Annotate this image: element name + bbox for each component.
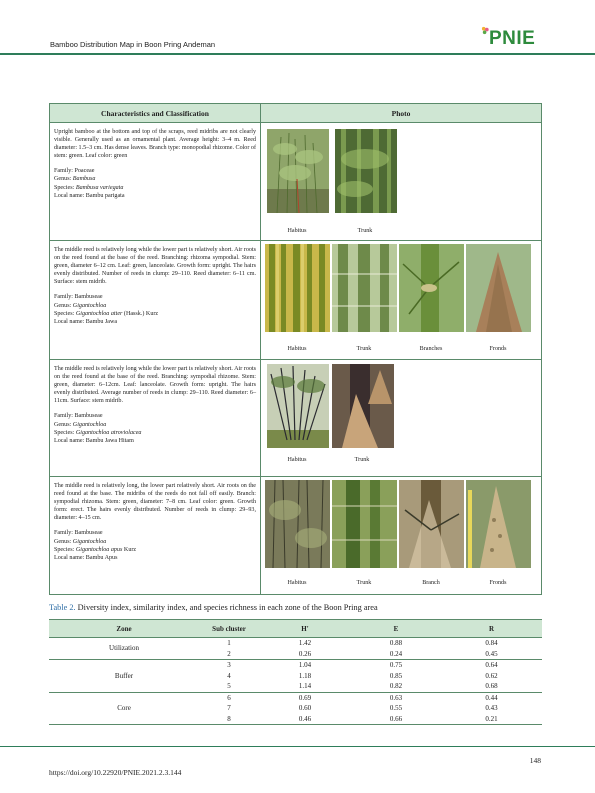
local-name-line: Local name: Bambu Jawa — [54, 318, 118, 325]
h-cell: 0.60 — [298, 704, 312, 712]
r-cell: 0.62 — [485, 671, 498, 680]
species-row — [50, 360, 542, 477]
local-name-line: Local name: Bambu Jawa Hitam — [54, 437, 134, 444]
genus-line: Genus: Bambusa — [54, 176, 96, 183]
h-cell: 1.42 — [298, 639, 312, 647]
trunk-photo — [332, 364, 394, 448]
e-cell: 0.75 — [389, 661, 403, 669]
e-cell: 0.55 — [389, 704, 403, 712]
photo-caption: Habitus — [287, 346, 307, 352]
genus-line: Genus: Gigantochloa — [54, 421, 107, 428]
table-row — [49, 660, 542, 671]
photo-caption: Habitus — [287, 228, 307, 234]
h-cell: 0.26 — [259, 649, 351, 660]
family-line: Family: Bambuseae — [54, 413, 103, 420]
branch-photo — [399, 480, 464, 568]
photo-cell — [261, 477, 542, 595]
e-cell: 0.82 — [351, 681, 441, 692]
photo-cell — [261, 360, 542, 477]
species-table — [49, 103, 542, 595]
header-rule — [0, 53, 595, 55]
table-2-caption — [49, 603, 378, 612]
photo-caption: Fronds — [489, 346, 507, 352]
family-line: Family: Bambuseae — [54, 530, 103, 537]
table-row — [49, 638, 542, 649]
fronds-photo — [466, 244, 531, 332]
fronds-photo — [466, 480, 531, 568]
e-cell: 0.85 — [389, 671, 403, 680]
genus-line: Genus: Gigantochloa — [54, 302, 107, 309]
h-cell: 0.69 — [298, 693, 312, 702]
logo-text: PNIE — [489, 28, 536, 49]
table-label: Table 2. — [49, 603, 76, 612]
habitus-photo — [267, 129, 329, 213]
trunk-photo — [332, 480, 397, 568]
footer-rule — [0, 746, 595, 747]
species-line: Species: Gigantochloa atroviolacea — [54, 429, 142, 436]
habitus-photo — [265, 480, 330, 568]
sub-cluster-cell: 4 — [227, 671, 231, 680]
h-cell: 0.46 — [259, 714, 351, 725]
table-caption-text: Diversity index, similarity index, and species richness in each zone of the Boon Pring area — [75, 603, 378, 612]
taxonomy-block — [54, 293, 256, 325]
column-header: H' — [259, 620, 351, 638]
species-description-cell — [50, 123, 261, 241]
e-cell: 0.88 — [389, 639, 403, 647]
photo-cell — [261, 123, 542, 241]
running-title: Bamboo Distribution Map in Boon Pring Andeman — [50, 40, 216, 49]
diversity-table — [49, 619, 542, 725]
h-cell: 1.14 — [259, 681, 351, 692]
e-cell: 0.66 — [351, 714, 441, 725]
page-number: 148 — [529, 756, 541, 765]
photo-caption: Habitus — [287, 457, 307, 463]
species-description: The middle reed is relatively long, the lower part relatively short. Air roots on the reed found at the base. The midribs of the reeds do not fall off easily. Branch: sympodial rhizoma. Stem: green, diameter: 7–8 cm. Leaf color: green. Growth form: erect. The hairs evenly distributed. Number of reeds in clump: 29–93, diameter: 4–15 cm. — [54, 483, 256, 522]
habitus-photo — [265, 244, 330, 332]
r-cell: 0.44 — [485, 693, 498, 702]
species-row — [50, 477, 542, 595]
r-cell: 0.64 — [485, 661, 498, 669]
trunk-photo — [332, 244, 397, 332]
column-header: R — [441, 620, 542, 638]
photo-caption: Branches — [419, 346, 443, 352]
sub-cluster-cell: 8 — [199, 714, 259, 725]
header-photo: Photo — [261, 104, 542, 123]
column-header: Zone — [49, 620, 199, 638]
photo-caption: Habitus — [287, 580, 307, 586]
local-name-line: Local name: Bambu parigata — [54, 192, 125, 199]
sub-cluster-cell: 6 — [227, 693, 231, 702]
r-cell: 0.21 — [441, 714, 542, 725]
photo-caption: Branch — [422, 580, 440, 586]
taxonomy-block — [54, 529, 256, 561]
zone-cell: Core — [49, 692, 199, 725]
h-cell: 1.18 — [298, 671, 312, 680]
species-row — [50, 241, 542, 360]
local-name-line: Local name: Bambu Apus — [54, 554, 118, 561]
taxonomy-block — [54, 167, 256, 199]
genus-line: Genus: Gigantochloa — [54, 538, 107, 545]
header-characteristics: Characteristics and Classification — [50, 104, 261, 123]
photo-caption: Fronds — [489, 580, 507, 586]
sub-cluster-cell: 7 — [227, 704, 231, 712]
species-description-cell — [50, 241, 261, 360]
family-line: Family: Poaceae — [54, 168, 95, 175]
species-description: The middle reed is relatively long while the lower part is relatively short. Air roots on the reed found at the base of the reed. Branching: rhizoma sympodial. Stem: green, diameter 6–12 cm. Leaf: green, lanceolate. Growth form: upright. The hairs evenly distributed. Number of reeds in clump: 29–110. Reed diameter: 6–11 cm. Surface: stem midrib. — [54, 247, 256, 286]
e-cell: 0.63 — [389, 693, 403, 702]
habitus-photo — [267, 364, 329, 448]
taxonomy-block — [54, 412, 256, 444]
species-description: The middle reed is relatively long while the lower part is relatively short. Air roots on the reed found at the base of the reed. Branching: sympodial rhizome. Stem: green, diameter: 6–12cm. Leaf: lanceolate. Growth form: upright. The hairs evenly distributed. Average number of reeds in clump: 29–110. Reed diameter: 6–11cm. Surface: stem midrib. — [54, 366, 256, 405]
table-row — [49, 692, 542, 703]
zone-cell: Buffer — [49, 660, 199, 693]
h-cell: 1.04 — [298, 661, 312, 669]
journal-logo — [481, 26, 549, 50]
species-description-cell — [50, 477, 261, 595]
species-line: Species: Bambusa variegata — [54, 184, 124, 191]
e-cell: 0.24 — [351, 649, 441, 660]
r-cell: 0.43 — [485, 704, 498, 712]
zone-cell: Utilization — [49, 638, 199, 660]
photo-caption: Trunk — [356, 346, 372, 352]
column-header: Sub cluster — [199, 620, 259, 638]
photo-caption: Trunk — [356, 580, 372, 586]
column-header: E — [351, 620, 441, 638]
species-row — [50, 123, 542, 241]
sub-cluster-cell: 2 — [199, 649, 259, 660]
species-description-cell — [50, 360, 261, 477]
branches-photo — [399, 244, 464, 332]
doi-link[interactable]: https://doi.org/10.22920/PNIE.2021.2.3.144 — [49, 768, 182, 777]
photo-caption: Trunk — [354, 457, 370, 463]
photo-caption: Trunk — [357, 228, 373, 234]
photo-cell — [261, 241, 542, 360]
sub-cluster-cell: 1 — [227, 639, 231, 647]
family-line: Family: Bambuseae — [54, 294, 103, 301]
r-cell: 0.84 — [485, 639, 498, 647]
r-cell: 0.68 — [441, 681, 542, 692]
species-line: Species: Gigantochloa atter (Hassk.) Kurz — [54, 310, 159, 317]
trunk-photo — [335, 129, 397, 213]
sub-cluster-cell: 3 — [227, 661, 231, 669]
species-description: Upright bamboo at the bottom and top of the scraps, reed midribs are not clearly visible. Generally used as an ornamental plant. Average height: 3–4 m. Reed diameter: 1.5–3 cm. Has dense leaves. Branch type: monopodial rhizome. Color of stem: green. Leaf color: green — [54, 129, 256, 160]
r-cell: 0.45 — [441, 649, 542, 660]
sub-cluster-cell: 5 — [199, 681, 259, 692]
species-line: Species: Gigantochloa apus Kurz — [54, 546, 137, 553]
